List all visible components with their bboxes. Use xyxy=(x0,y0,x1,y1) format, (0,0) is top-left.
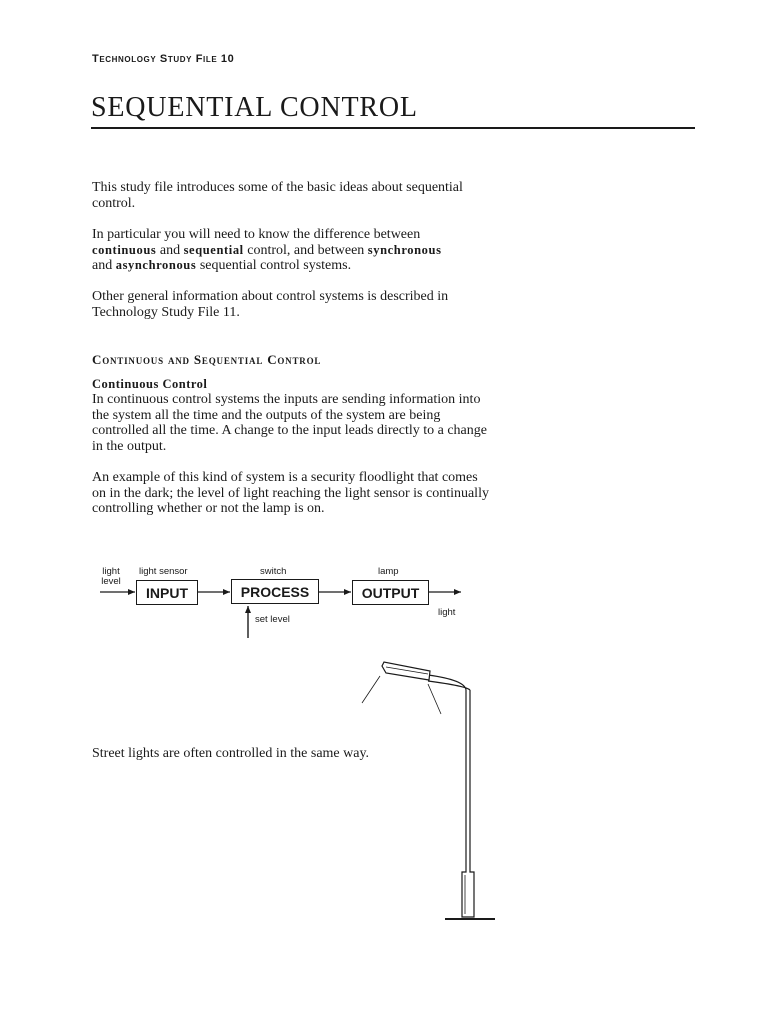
light-ray-left xyxy=(362,676,380,703)
intro-p2-and-2: and xyxy=(92,258,116,274)
intro-paragraph-1: This study file introduces some of the basic ideas about sequential control. xyxy=(92,180,463,211)
lamp-head xyxy=(382,662,430,680)
page-title: SEQUENTIAL CONTROL xyxy=(91,92,418,123)
output-box: OUTPUT xyxy=(352,580,429,605)
study-file-header: Technology Study File 10 xyxy=(92,53,235,65)
light-level-line-2: level xyxy=(101,576,121,587)
intro-paragraph-3: Other general information about control systems is described in Technology Study File 11. xyxy=(92,289,449,320)
set-level-label: set level xyxy=(255,614,290,625)
lamp-caption: lamp xyxy=(378,566,399,577)
switch-caption: switch xyxy=(260,566,287,577)
light-ray-right xyxy=(428,684,441,714)
input-box: INPUT xyxy=(136,580,198,605)
term-continuous: continuous xyxy=(92,242,157,257)
process-box: PROCESS xyxy=(231,579,319,604)
light-level-line-1: light xyxy=(102,566,120,577)
streetlight-caption: Street lights are often controlled in the same way. xyxy=(92,746,370,761)
term-sequential: sequential xyxy=(183,242,244,257)
intro-p2-text-c: sequential control systems. xyxy=(196,258,352,274)
term-synchronous: synchronous xyxy=(367,242,442,257)
intro-p2-text-a: In particular you will need to know the difference between xyxy=(92,227,421,242)
street-light-arm xyxy=(428,675,470,690)
continuous-paragraph-1: In continuous control systems the inputs are sending information into the system all the time and the outputs of the system are being controlled all the time. A change to the input leads directly to a change in the output. xyxy=(92,392,487,454)
section-heading: Continuous and Sequential Control xyxy=(92,352,322,367)
intro-p2-and: and xyxy=(156,242,184,258)
light-sensor-caption: light sensor xyxy=(139,566,188,577)
continuous-paragraph-2: An example of this kind of system is a security floodlight that comes on in the dark; the level of light reaching the light sensor is continually controlling whether or not the lamp is on. xyxy=(92,470,489,517)
intro-p2-text-b: control, and between xyxy=(243,242,368,258)
light-output-label: light xyxy=(438,607,456,618)
subsection-heading: Continuous Control xyxy=(92,377,208,391)
term-asynchronous: asynchronous xyxy=(115,258,197,273)
street-light-pole xyxy=(462,690,474,917)
